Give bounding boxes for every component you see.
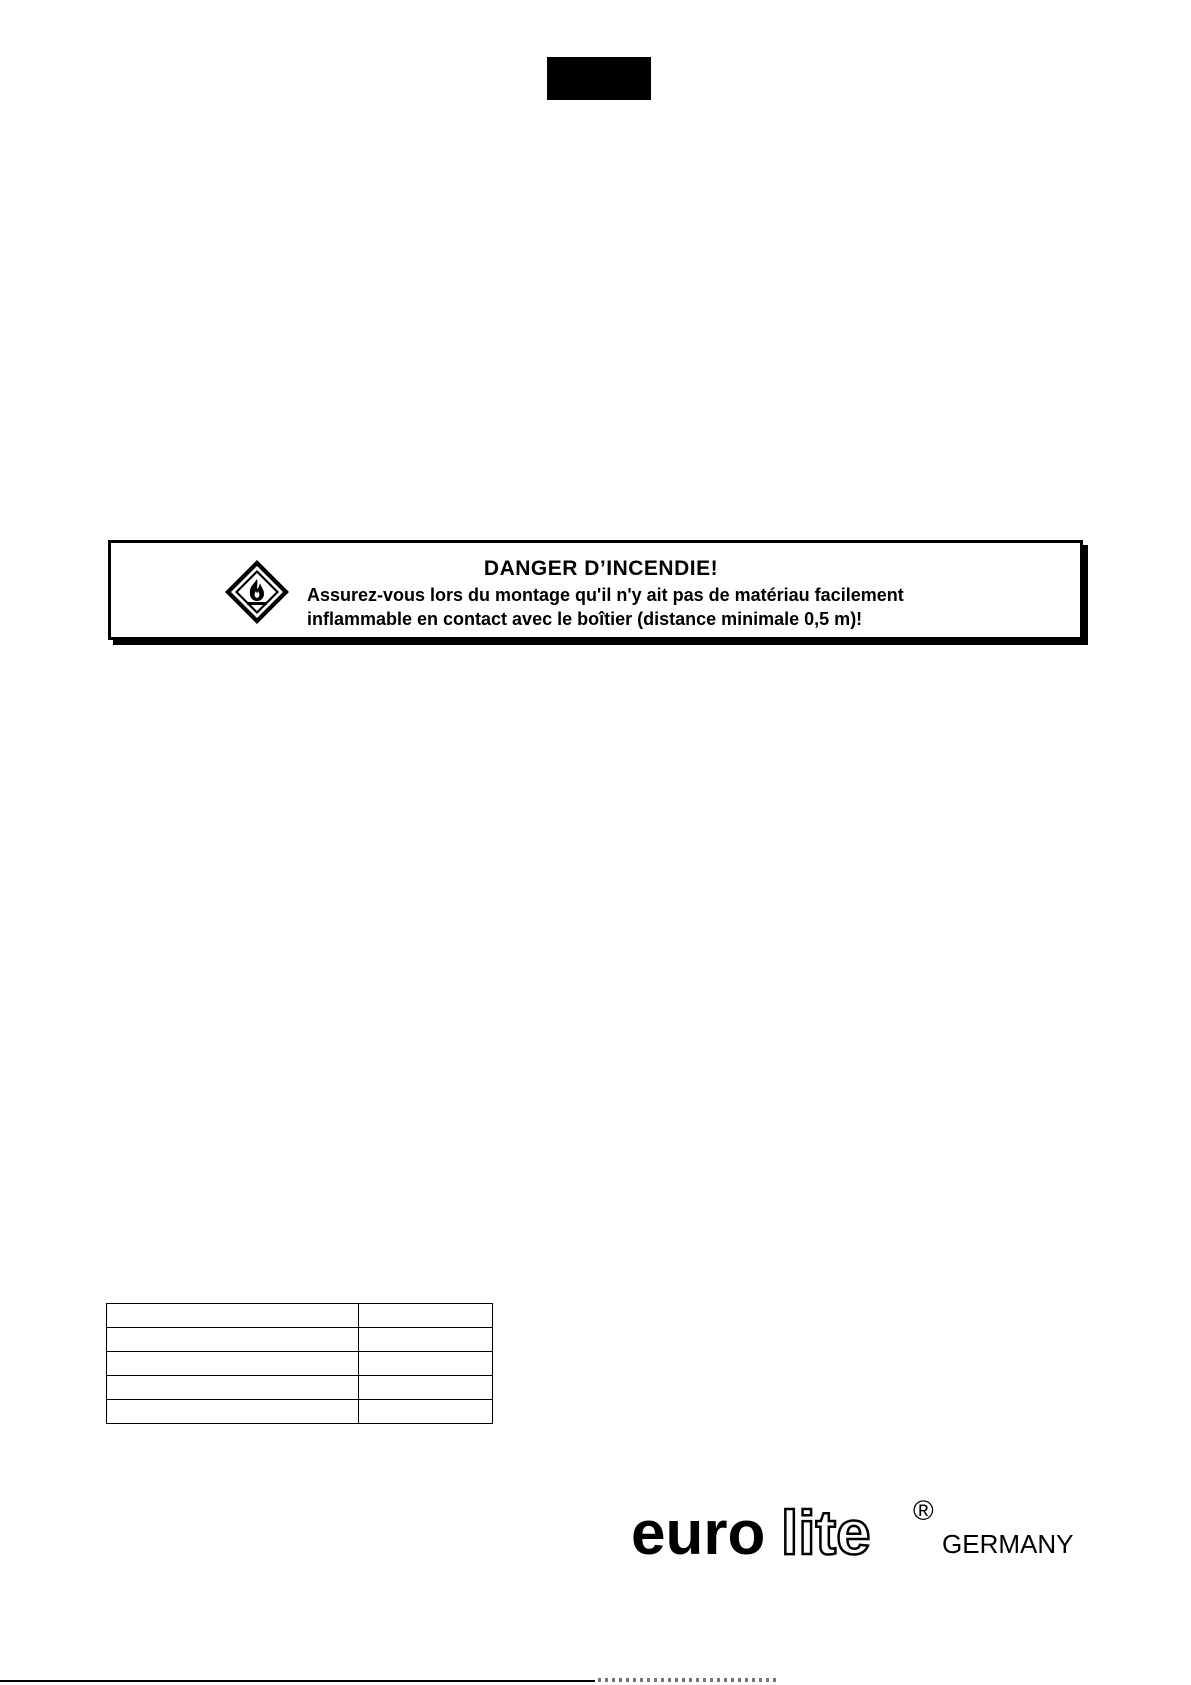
logo-registered-mark: ® [913,1495,934,1526]
page-header-tab [547,57,651,100]
table-row [107,1400,493,1424]
footer-scan-marks [598,1678,778,1682]
table-cell [359,1304,493,1328]
spec-table [106,1303,493,1424]
table-cell [107,1304,359,1328]
table-row [107,1376,493,1400]
logo-country: GERMANY [942,1529,1074,1559]
table-cell [359,1376,493,1400]
footer-rule [0,1680,595,1682]
table-cell [107,1352,359,1376]
logo-brand-bold: euro [631,1499,766,1568]
warning-title: DANGER D’INCENDIE! [483,557,719,580]
flammable-hazard-icon [223,558,291,626]
table-cell [107,1400,359,1424]
table-cell [107,1376,359,1400]
warning-text-line-1: Assurez-vous lors du montage qu'il n'y ait pas de matériau facilement [307,585,904,605]
table-cell [359,1400,493,1424]
logo-brand-outline: lite [781,1499,871,1568]
table-cell [359,1328,493,1352]
table-row [107,1328,493,1352]
warning-text-line-2: inflammable en contact avec le boîtier (distance minimale 0,5 m)! [307,609,863,629]
table-cell [359,1352,493,1376]
table-cell [107,1328,359,1352]
table-row [107,1352,493,1376]
eurolite-logo [631,1488,1081,1568]
fire-hazard-warning-box [108,540,1083,640]
table-row [107,1304,493,1328]
